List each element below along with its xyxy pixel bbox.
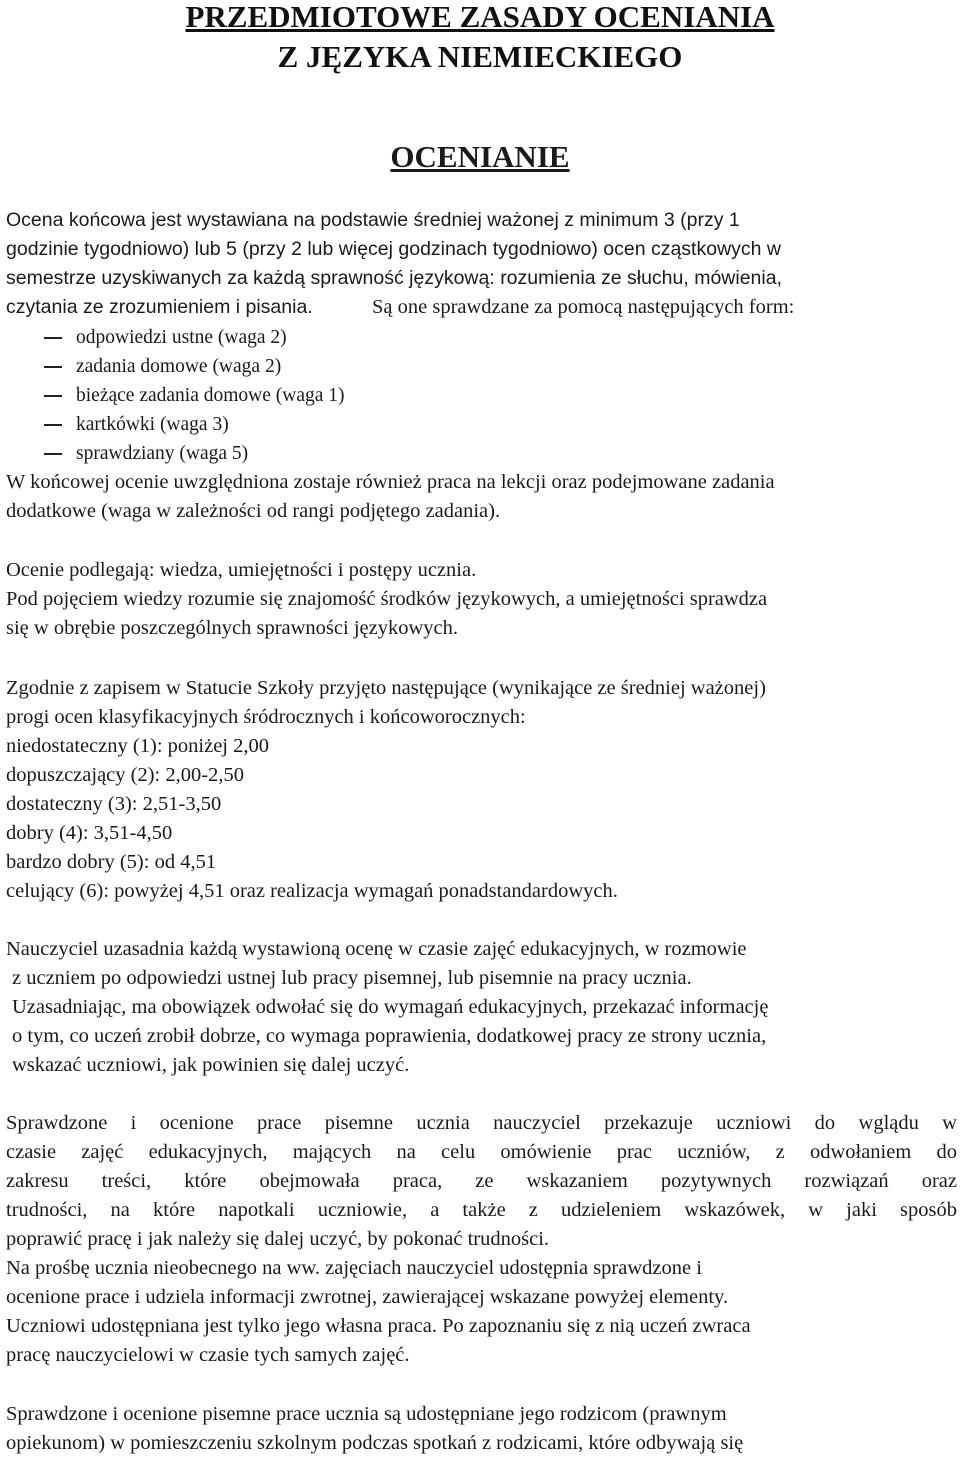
review-line: zakresu treści, które obejmowała praca, ze wskazaniem pozytywnych rozwiązań oraz xyxy=(6,1170,957,1192)
review-line: ocenione prace i udziela informacji zwrotnej, zawierającej wskazane powyżej elementy. xyxy=(6,1286,729,1308)
section-heading: OCENIANIE xyxy=(390,139,570,174)
assessment-line: się w obrębie poszczególnych sprawności językowych. xyxy=(6,617,458,639)
final-note-line: dodatkowe (waga w zależności od rangi podjętego zadania). xyxy=(6,500,501,522)
teacher-line: Nauczyciel uzasadnia każdą wystawioną ocenę w czasie zajęć edukacyjnych, w rozmowie xyxy=(6,938,747,960)
teacher-line: wskazać uczniowi, jak powinien się dalej uczyć. xyxy=(12,1054,410,1076)
threshold-item: bardzo dobry (5): od 4,51 xyxy=(6,851,217,873)
list-dash-icon xyxy=(44,424,62,426)
assessment-line: Pod pojęciem wiedzy rozumie się znajomość środków językowych, a umiejętności sprawdza xyxy=(6,588,768,610)
thresholds-line: Zgodnie z zapisem w Statucie Szkoły przyjęto następujące (wynikające ze średniej ważonej) xyxy=(6,677,766,699)
review-line: trudności, na które napotkali uczniowie, a także z udzieleniem wskazówek, w jaki sposób xyxy=(6,1199,957,1221)
list-item: bieżące zadania domowe (waga 1) xyxy=(76,385,345,406)
document-title: PRZEDMIOTOWE ZASADY OCENIANIA xyxy=(185,0,775,34)
parents-line: opiekunom) w pomieszczeniu szkolnym podczas spotkań z rodzicami, które odbywają się xyxy=(6,1432,744,1454)
list-item: kartkówki (waga 3) xyxy=(76,414,229,435)
threshold-item: niedostateczny (1): poniżej 2,00 xyxy=(6,735,269,757)
review-line: pracę nauczycielowi w czasie tych samych zajęć. xyxy=(6,1344,410,1366)
intro-line: Ocena końcowa jest wystawiana na podstawie średniej ważonej z minimum 3 (przy 1 xyxy=(6,209,740,231)
threshold-item: dopuszczający (2): 2,00-2,50 xyxy=(6,764,244,786)
review-line: Na prośbę ucznia nieobecnego na ww. zajęciach nauczyciel udostępnia sprawdzone i xyxy=(6,1257,702,1279)
list-dash-icon xyxy=(44,453,62,455)
review-line: poprawić pracę i jak należy się dalej uczyć, by pokonać trudności. xyxy=(6,1228,550,1250)
intro-line: Są one sprawdzane za pomocą następujących form: xyxy=(372,296,795,318)
teacher-line: Uzasadniając, ma obowiązek odwołać się do wymagań edukacyjnych, przekazać informację xyxy=(12,996,769,1018)
list-item: odpowiedzi ustne (waga 2) xyxy=(76,327,287,348)
teacher-line: z uczniem po odpowiedzi ustnej lub pracy pisemnej, lub pisemnie na pracy ucznia. xyxy=(12,967,692,989)
review-line: Uczniowi udostępniana jest tylko jego własna praca. Po zapoznaniu się z nią uczeń zwraca xyxy=(6,1315,751,1337)
review-line: Sprawdzone i ocenione prace pisemne ucznia nauczyciel przekazuje uczniowi do wglądu w xyxy=(6,1112,957,1134)
document-subtitle: Z JĘZYKA NIEMIECKIEGO xyxy=(277,39,683,74)
list-dash-icon xyxy=(44,366,62,368)
list-dash-icon xyxy=(44,337,62,339)
list-dash-icon xyxy=(44,395,62,397)
threshold-item: dobry (4): 3,51-4,50 xyxy=(6,822,173,844)
intro-line: godzinie tygodniowo) lub 5 (przy 2 lub więcej godzinach tygodniowo) ocen cząstkowych w xyxy=(6,238,782,260)
review-line: czasie zajęć edukacyjnych, mających na celu omówienie prac uczniów, z odwołaniem do xyxy=(6,1141,957,1163)
teacher-line: o tym, co uczeń zrobił dobrze, co wymaga poprawienia, dodatkowej pracy ze strony ucznia, xyxy=(12,1025,767,1047)
threshold-item: dostateczny (3): 2,51-3,50 xyxy=(6,793,222,815)
list-item: zadania domowe (waga 2) xyxy=(76,356,282,377)
threshold-item: celujący (6): powyżej 4,51 oraz realizacja wymagań ponadstandardowych. xyxy=(6,880,618,902)
list-item: sprawdziany (waga 5) xyxy=(76,443,249,464)
intro-line: czytania ze zrozumieniem i pisania. xyxy=(6,296,313,318)
assessment-line: Ocenie podlegają: wiedza, umiejętności i postępy ucznia. xyxy=(6,559,477,581)
parents-line: Sprawdzone i ocenione pisemne prace ucznia są udostępniane jego rodzicom (prawnym xyxy=(6,1403,727,1425)
intro-line: semestrze uzyskiwanych za każdą sprawność językową: rozumienia ze słuchu, mówienia, xyxy=(6,267,782,289)
final-note-line: W końcowej ocenie uwzględniona zostaje również praca na lekcji oraz podejmowane zadania xyxy=(6,471,775,493)
thresholds-line: progi ocen klasyfikacyjnych śródrocznych i końcoworocznych: xyxy=(6,706,526,728)
